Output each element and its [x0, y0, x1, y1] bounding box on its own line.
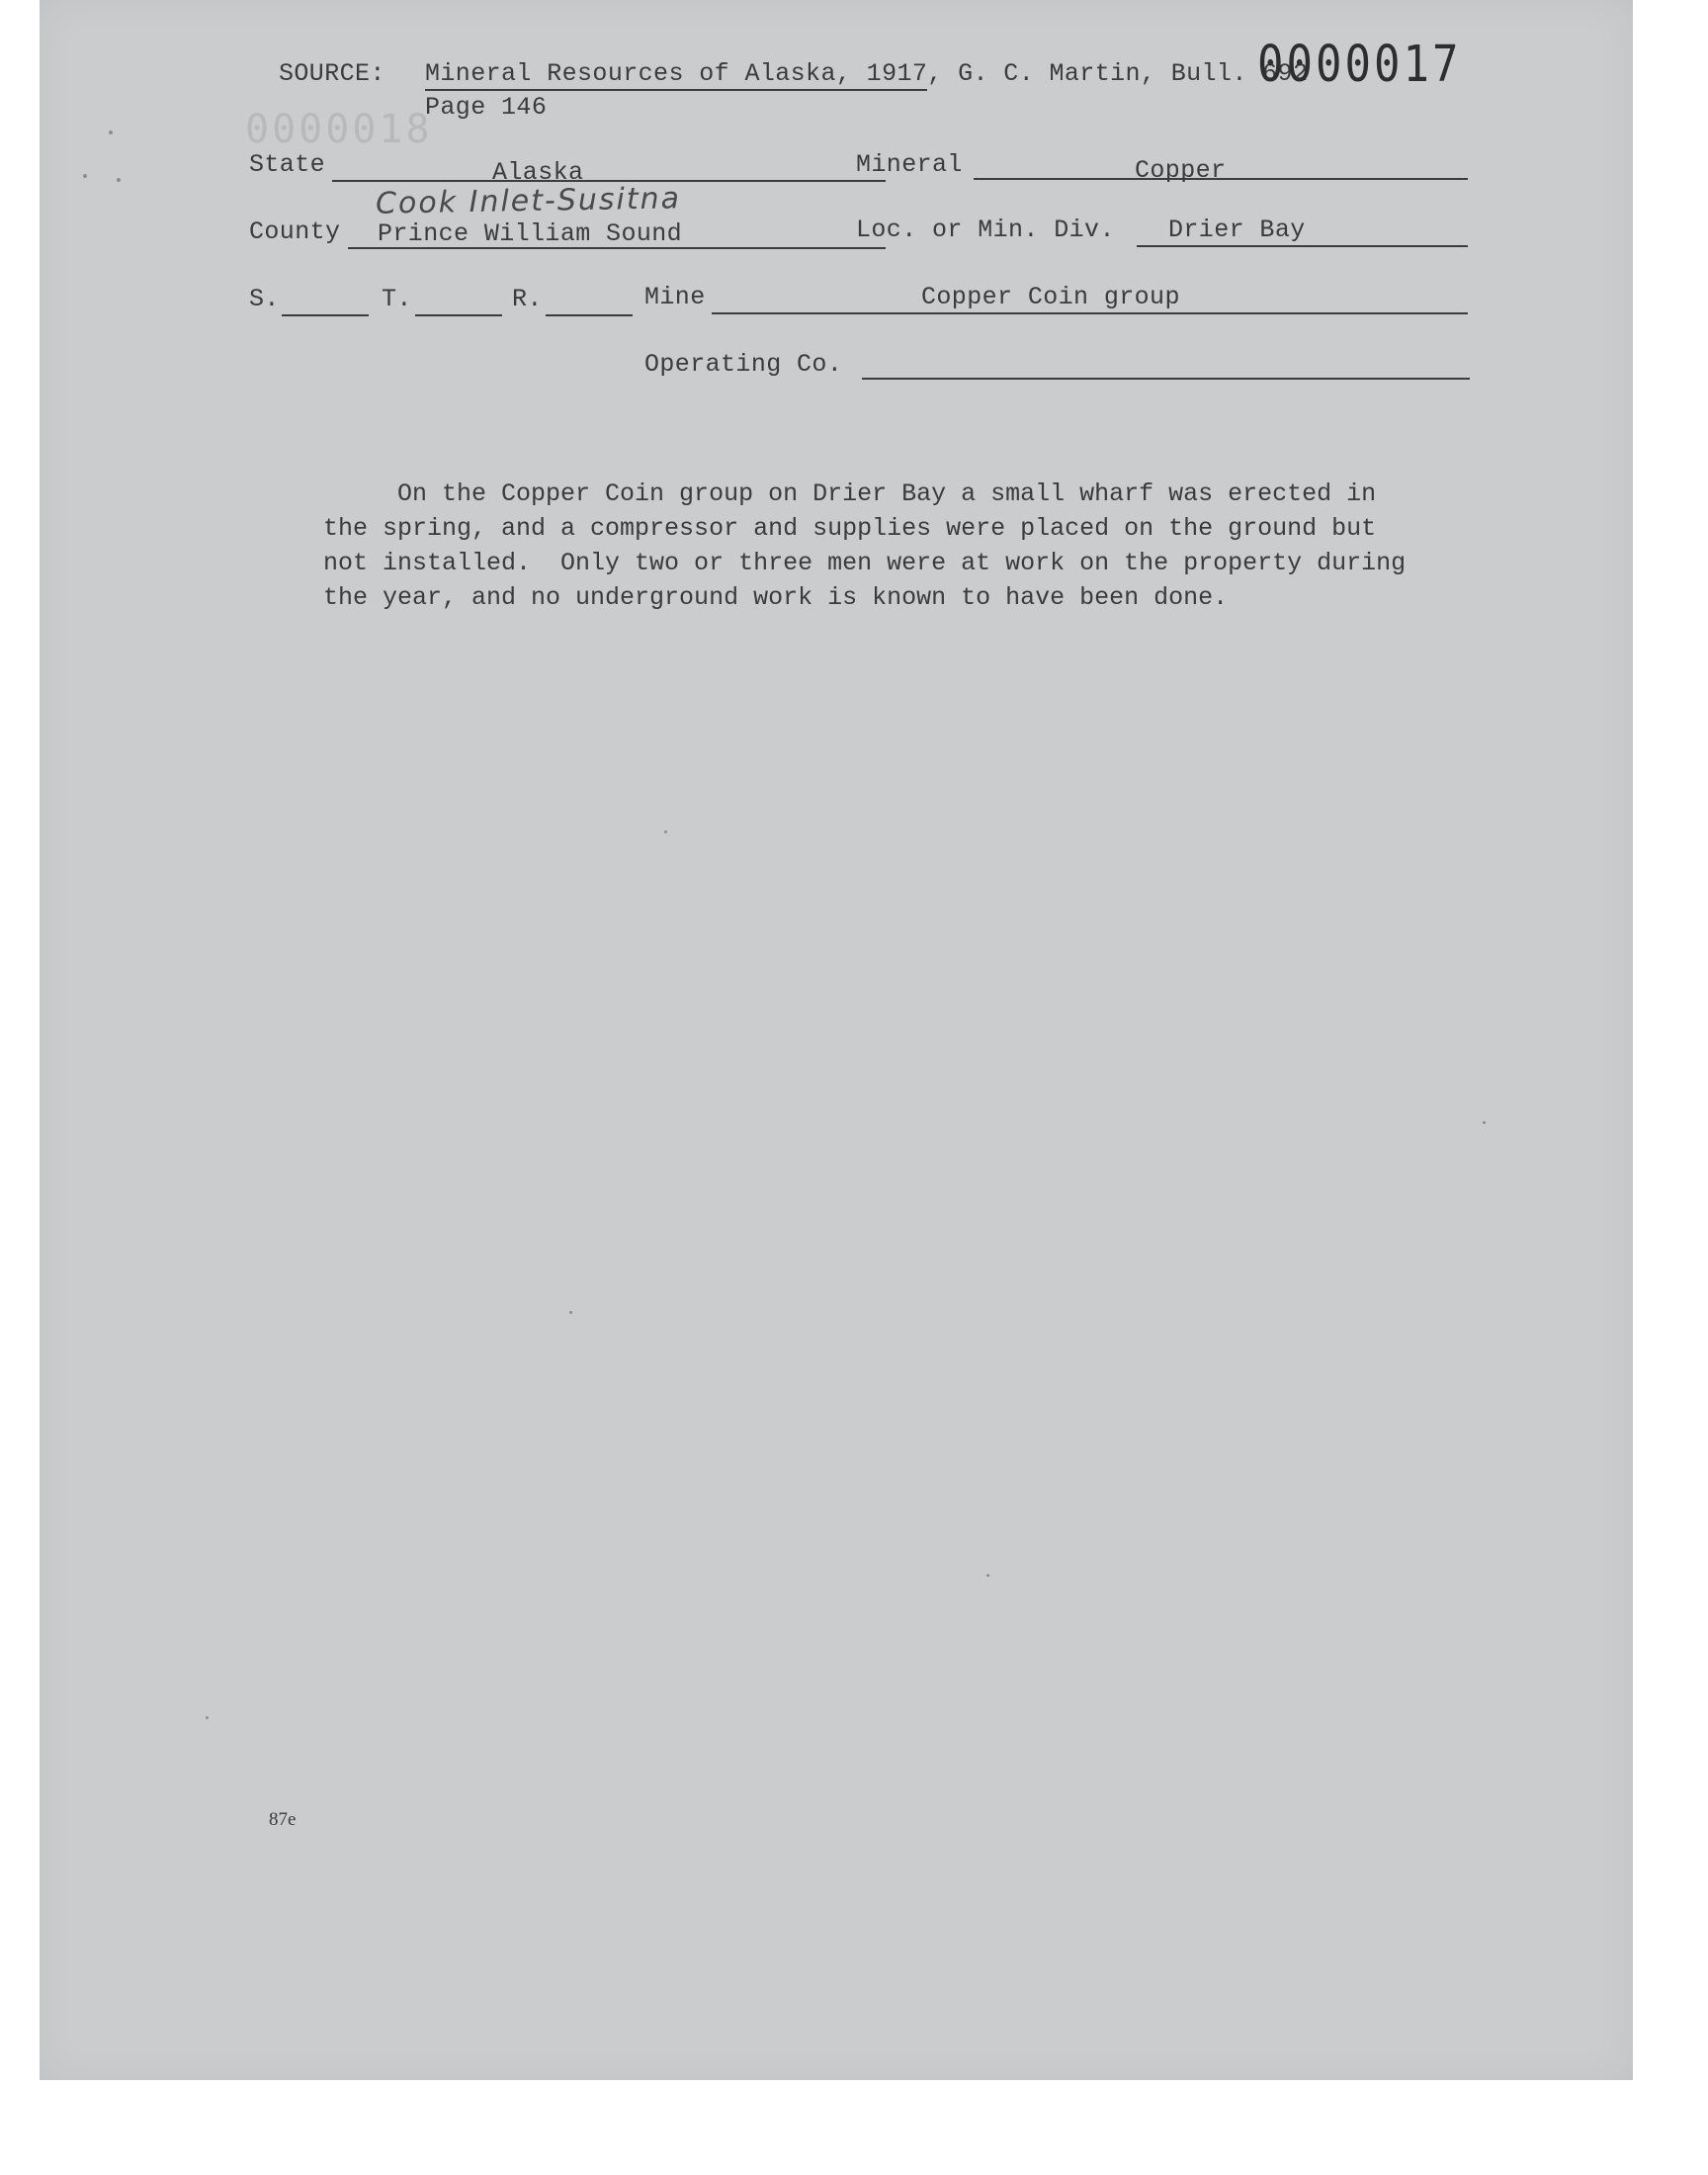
- county-handwritten-annotation: Cook Inlet-Susitna: [375, 181, 682, 221]
- source-author: , G. C. Martin, Bull. 692: [927, 59, 1309, 88]
- source-page: Page 146: [425, 93, 548, 122]
- township-label: T.: [382, 285, 412, 313]
- form-number: 87e: [269, 1809, 297, 1830]
- scan-speck: [569, 1311, 572, 1314]
- state-value: Alaska: [492, 158, 584, 187]
- mineral-label: Mineral: [856, 150, 963, 179]
- township-underline: [415, 314, 502, 316]
- range-underline: [546, 314, 633, 316]
- loc-underline: [1137, 245, 1468, 247]
- operating-company-label: Operating Co.: [644, 350, 843, 379]
- body-paragraph: On the Copper Coin group on Drier Bay a small wharf was erected in the spring, and a compressor and supplies were placed on the ground but not installed. Only two or three men were at work on the property during the year, and no underground work is known to have been done.: [323, 479, 1407, 612]
- mineral-value: Copper: [1135, 156, 1227, 185]
- county-label: County: [249, 218, 341, 246]
- source-label: SOURCE:: [279, 59, 385, 88]
- source-line: [425, 59, 1308, 88]
- scan-speck: [83, 174, 87, 178]
- operating-company-underline: [862, 378, 1470, 380]
- section-label: S.: [249, 285, 280, 313]
- scan-speck: [664, 830, 667, 833]
- section-underline: [282, 314, 369, 316]
- document-page: [40, 0, 1633, 2080]
- state-label: State: [249, 150, 326, 179]
- mine-value: Copper Coin group: [921, 283, 1180, 311]
- source-title: Mineral Resources of Alaska, 1917: [425, 59, 927, 91]
- stamp-number: 0000017: [1257, 36, 1462, 94]
- loc-value: Drier Bay: [1168, 216, 1306, 244]
- scan-speck: [117, 178, 121, 182]
- scan-speck: [109, 130, 113, 134]
- county-value: Prince William Sound: [378, 219, 683, 248]
- scan-speck: [986, 1574, 989, 1577]
- scan-speck: [206, 1716, 209, 1719]
- scan-speck: [1483, 1121, 1486, 1124]
- loc-label: Loc. or Min. Div.: [856, 216, 1115, 244]
- range-label: R.: [512, 285, 543, 313]
- faint-stamp-number: 0000018: [245, 107, 433, 152]
- mine-label: Mine: [644, 283, 706, 311]
- mine-underline: [712, 312, 1468, 314]
